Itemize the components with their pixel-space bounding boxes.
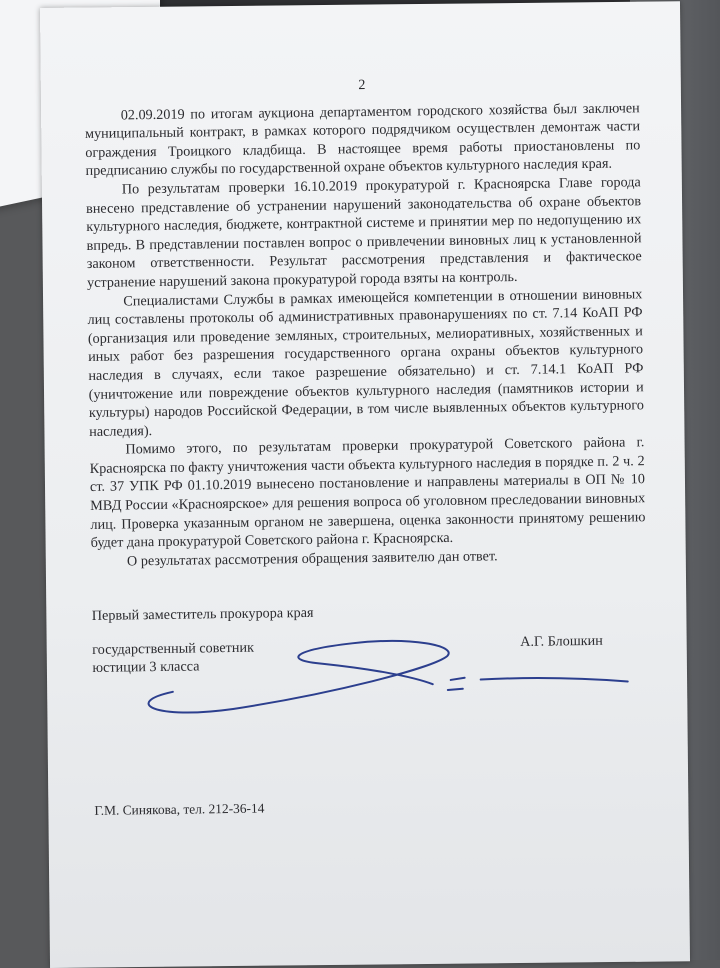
paragraph-inspection: По результатам проверки 16.10.2019 прокуратурой г. Красноярска Главе города внесено представление об устранении нарушений законодательства об охране объектов культурного наследия, бюджете, контрактной системе и принятии мер по недопущению их впредь. В представлении поставлен вопрос о привлечении виновных лиц к установленной законом ответственности. Результат рассмотрения представления и фактическое устранение нарушений закона прокуратурой города взяты на контроль.: [85, 174, 642, 291]
paragraph-criminal-case: Помимо этого, по результатам проверки прокуратурой Советского района г. Красноярска по факту уничтожения части объекта культурного наследия в порядке п. 2 ч. 2 ст. 37 УПК РФ 01.10.2019 вынесено постановление и направлены материалы в ОП № 10 МВД России «Красноярское» для решения вопроса об уголовном преследовании виновных лиц. Проверка указанным органом не завершена, оценка законности принятому решению будет дана прокуратурой Советского района г. Красноярска.: [89, 434, 646, 552]
signatory-title: Первый заместитель прокурора края: [91, 605, 314, 625]
signatory-rank-class: юстиции 3 класса: [92, 658, 200, 677]
paragraph-response: О результатах рассмотрения обращения заявителю дан ответ.: [126, 548, 498, 570]
paragraph-protocols: Специалистами Службы в рамках имеющейся компетенции в отношении виновных лиц составлены протоколы об административных правонарушениях по ст. 7.14 КоАП РФ (организация или проведение земляных, строительных, мелиоративных, хозяйственных и иных работ без разрешения государственного органа охраны объектов культурного наследия в случаях, если такое разрешение обязательно) и ст. 7.14.1 КоАП РФ (уничтожение или повреждение объектов культурного наследия (памятников истории и культуры) народов Российской Федерации, в том числе выявленных объектов культурного наследия).: [87, 285, 644, 440]
signatory-name: А.Г. Блошкин: [520, 633, 603, 651]
executor-contact: Г.М. Синякова, тел. 212-36-14: [94, 800, 265, 818]
page-number: 2: [358, 77, 366, 94]
paragraph-contract: 02.09.2019 по итогам аукциона департаментом городского хозяйства был заключен муниципальный контракт, в рамках которого подрядчиком осуществлен демонтаж части ограждения Троицкого кладбища. В настоящее время работы приостановлены по предписанию службы по государственной охране объектов культурного наследия края.: [84, 99, 641, 180]
signature-block: [92, 600, 648, 718]
document-content: [84, 52, 648, 818]
signatory-rank: государственный советник: [92, 640, 255, 659]
